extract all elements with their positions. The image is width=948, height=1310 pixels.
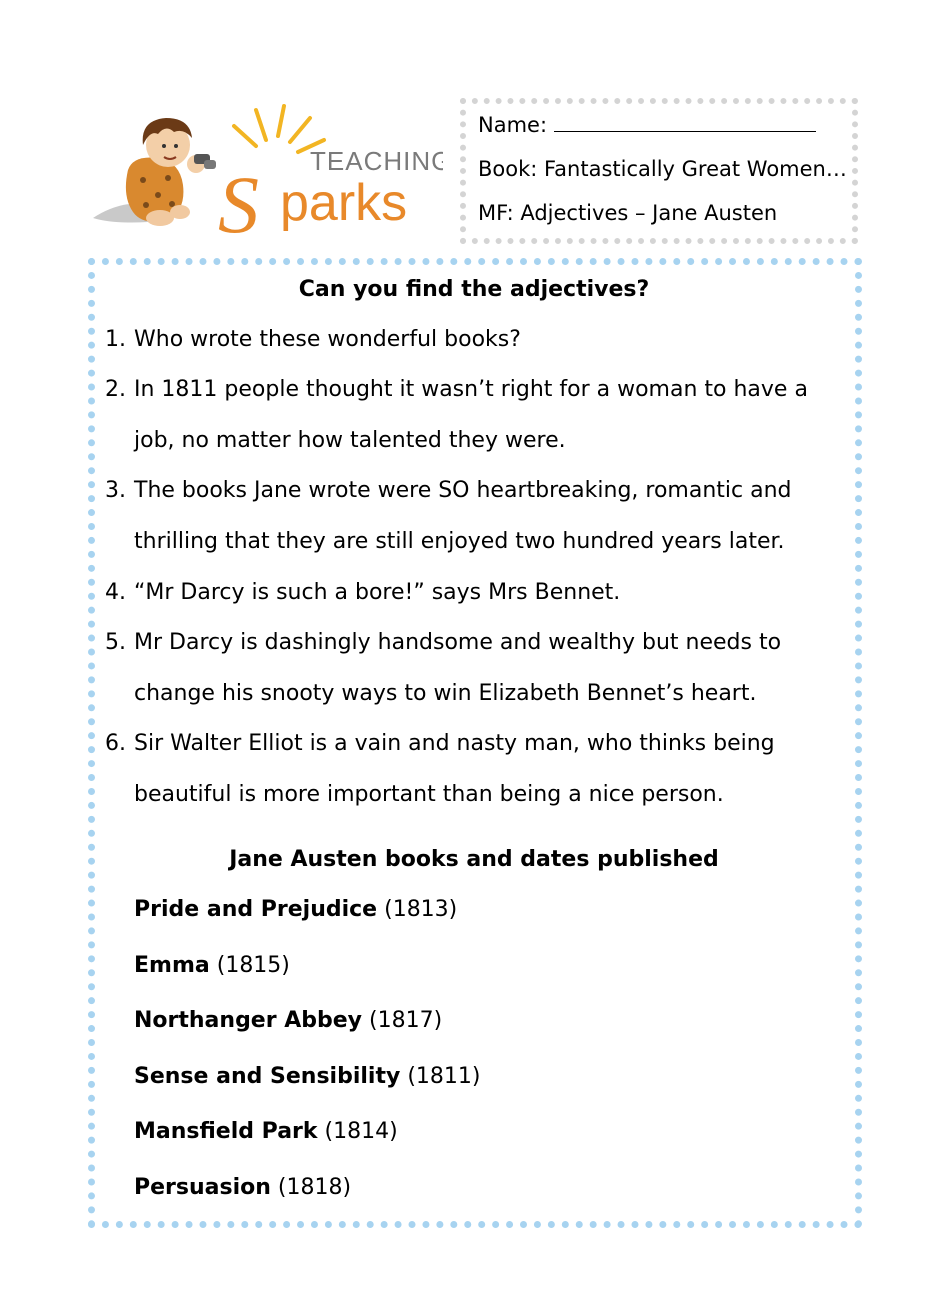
question-text: The books Jane wrote were SO heartbreaking, romantic and bbox=[134, 478, 792, 503]
question-text: beautiful is more important than being a nice person. bbox=[134, 782, 724, 807]
question-number: 2. bbox=[105, 377, 126, 402]
book-line: Book: Fantastically Great Women… bbox=[478, 157, 847, 181]
question-text: Mr Darcy is dashingly handsome and wealthy but needs to bbox=[134, 630, 782, 655]
question-text: thrilling that they are still enjoyed two hundred years later. bbox=[134, 529, 785, 554]
book-year: (1815) bbox=[216, 953, 290, 978]
question-text: job, no matter how talented they were. bbox=[134, 428, 566, 453]
svg-text:parks: parks bbox=[280, 174, 408, 232]
book-title: Pride and Prejudice bbox=[134, 897, 378, 922]
question-text: Sir Walter Elliot is a vain and nasty man, who thinks being bbox=[134, 731, 775, 756]
caveman-logo-icon bbox=[88, 100, 443, 245]
book-year: (1817) bbox=[369, 1008, 443, 1033]
question-text: Who wrote these wonderful books? bbox=[134, 327, 521, 352]
book-title: Sense and Sensibility bbox=[134, 1064, 401, 1089]
book-year: (1814) bbox=[324, 1119, 398, 1144]
book-year: (1811) bbox=[407, 1064, 481, 1089]
book-item bbox=[134, 897, 457, 923]
books-heading: Jane Austen books and dates published bbox=[229, 847, 719, 872]
name-blank-field[interactable] bbox=[554, 117, 816, 132]
question-text: In 1811 people thought it wasn’t right for a woman to have a bbox=[134, 377, 808, 402]
quiz-heading: Can you find the adjectives? bbox=[298, 277, 650, 302]
question-number: 1. bbox=[105, 327, 126, 352]
book-item bbox=[134, 953, 290, 979]
student-info-box bbox=[460, 98, 858, 244]
mf-line: MF: Adjectives – Jane Austen bbox=[478, 201, 778, 225]
name-line bbox=[478, 114, 840, 136]
question-number: 3. bbox=[105, 478, 126, 503]
book-item bbox=[134, 1175, 351, 1201]
name-label: Name: bbox=[478, 113, 548, 137]
question-number: 5. bbox=[105, 630, 126, 655]
book-item bbox=[134, 1064, 480, 1090]
svg-text:S: S bbox=[218, 159, 259, 245]
question-text: “Mr Darcy is such a bore!” says Mrs Bennet. bbox=[134, 580, 621, 605]
teaching-sparks-logo bbox=[88, 100, 443, 245]
book-title: Emma bbox=[134, 953, 210, 978]
book-title: Persuasion bbox=[134, 1175, 271, 1200]
book-item bbox=[134, 1008, 442, 1034]
question-number: 6. bbox=[105, 731, 126, 756]
book-year: (1813) bbox=[384, 897, 458, 922]
book-title: Mansfield Park bbox=[134, 1119, 318, 1144]
book-year: (1818) bbox=[277, 1175, 352, 1200]
book-title: Northanger Abbey bbox=[134, 1008, 363, 1033]
book-item bbox=[134, 1119, 398, 1145]
brand-teaching-text: TEACHING bbox=[310, 146, 443, 176]
question-number: 4. bbox=[105, 580, 126, 605]
question-text: change his snooty ways to win Elizabeth Bennet’s heart. bbox=[134, 681, 757, 706]
